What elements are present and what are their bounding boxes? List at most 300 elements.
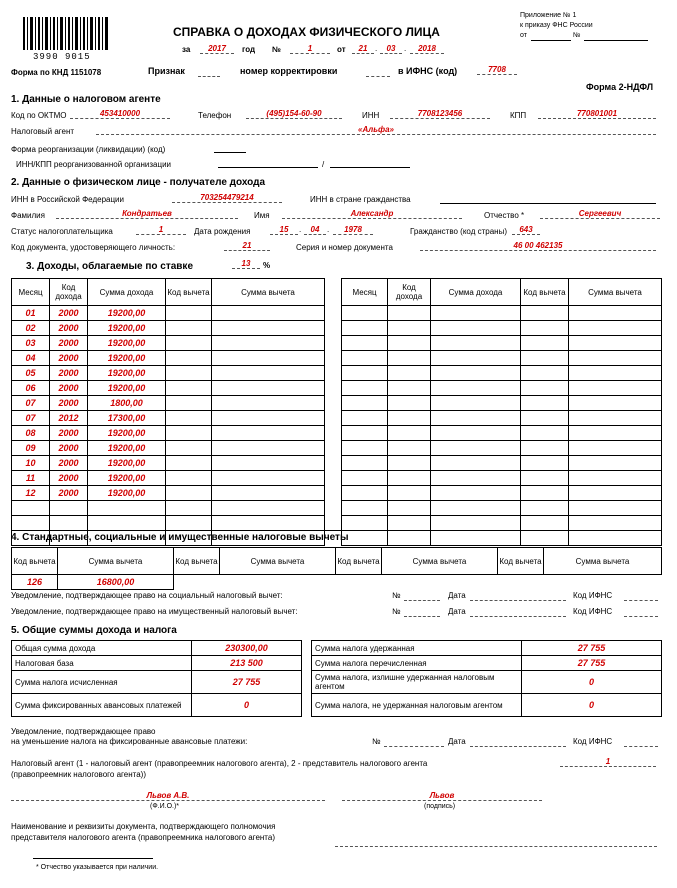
income-code-cell[interactable] (388, 306, 431, 321)
deduction-sum-cell[interactable] (569, 441, 662, 456)
deduction-sum-cell[interactable] (569, 516, 662, 531)
month-cell[interactable]: 01 (12, 306, 50, 321)
income-code-cell[interactable] (50, 501, 88, 516)
deductions-header-row (12, 548, 662, 575)
col-sum: Сумма вычета (544, 548, 662, 575)
deduction-code-cell[interactable] (166, 441, 212, 456)
deduction-sum-cell[interactable] (569, 426, 662, 441)
income-sum-cell[interactable] (88, 501, 166, 516)
income-sum-cell[interactable] (431, 441, 521, 456)
month-cell[interactable] (342, 366, 388, 381)
inn-foreign-field[interactable] (440, 203, 656, 204)
reorg-kpp-field[interactable] (330, 167, 410, 168)
month-cell[interactable] (342, 351, 388, 366)
income-code-cell[interactable]: 2000 (50, 351, 88, 366)
income-code-cell[interactable] (388, 486, 431, 501)
month-cell[interactable]: 03 (12, 336, 50, 351)
deduction-code-cell[interactable] (336, 575, 382, 590)
deduction-sum-cell[interactable] (569, 531, 662, 546)
deduction-code-cell[interactable] (521, 501, 569, 516)
doc-series-label: Серия и номер документа (296, 243, 393, 252)
income-sum-cell[interactable]: 1800,00 (88, 396, 166, 411)
income-code-cell[interactable] (388, 381, 431, 396)
month-cell[interactable] (342, 441, 388, 456)
month-field[interactable]: 03 (380, 44, 402, 54)
tax-withheld-value[interactable]: 27 755 (522, 641, 662, 656)
totals-right-table (311, 640, 662, 717)
month-cell[interactable] (342, 516, 388, 531)
over-withheld-value[interactable]: 0 (522, 671, 662, 694)
rate-field[interactable]: 13 (232, 259, 260, 269)
income-sum-cell[interactable] (88, 516, 166, 531)
priznak-label: Признак (148, 66, 185, 76)
table-row (342, 366, 662, 381)
notice-social-date-label: Дата (448, 591, 466, 600)
doc-code-field[interactable]: 21 (224, 241, 270, 251)
month-cell[interactable]: 10 (12, 456, 50, 471)
deduction-sum-cell[interactable] (212, 351, 325, 366)
income-sum-cell[interactable] (431, 411, 521, 426)
income-code-cell[interactable]: 2000 (50, 441, 88, 456)
deduction-sum-cell[interactable] (569, 351, 662, 366)
table-row (342, 381, 662, 396)
income-code-cell[interactable]: 2000 (50, 486, 88, 501)
income-sum-cell[interactable]: 17300,00 (88, 411, 166, 426)
income-code-cell[interactable] (388, 531, 431, 546)
tax-transferred-label: Сумма налога перечисленная (312, 656, 522, 671)
not-withheld-label: Сумма налога, не удержанная налоговым агентом (312, 694, 522, 717)
table-row (342, 396, 662, 411)
income-sum-cell[interactable] (431, 351, 521, 366)
month-cell[interactable]: 05 (12, 366, 50, 381)
table-row (12, 321, 325, 336)
deductions-table (11, 547, 662, 590)
table-row (12, 516, 325, 531)
income-sum-cell[interactable] (431, 486, 521, 501)
col-deduction-code: Код вычета (166, 279, 212, 306)
notice-property-date-field[interactable] (470, 608, 566, 617)
deduction-code-cell[interactable] (166, 501, 212, 516)
income-code-cell[interactable] (388, 441, 431, 456)
deduction-code-cell[interactable] (521, 516, 569, 531)
income-code-cell[interactable]: 2000 (50, 396, 88, 411)
status-label: Статус налогоплательщика (11, 227, 113, 236)
agent-field[interactable]: «Альфа» (96, 125, 656, 135)
month-cell[interactable] (12, 516, 50, 531)
income-sum-cell[interactable]: 19200,00 (88, 336, 166, 351)
income-sum-cell[interactable] (431, 336, 521, 351)
deduction-code-cell[interactable] (174, 575, 220, 590)
income-code-cell[interactable] (388, 351, 431, 366)
deduction-sum-cell[interactable] (212, 471, 325, 486)
deduction-sum-cell[interactable] (569, 306, 662, 321)
col-deduction-code: Код вычета (521, 279, 569, 306)
oktmo-label: Код по ОКТМО (11, 111, 67, 120)
percent-label: % (263, 261, 271, 270)
footnote: * Отчество указывается при наличии. (36, 864, 159, 871)
reorg-field[interactable] (214, 152, 246, 153)
income-table-left (11, 278, 325, 546)
page-title: СПРАВКА О ДОХОДАХ ФИЗИЧЕСКОГО ЛИЦА (173, 25, 440, 39)
month-cell[interactable] (342, 471, 388, 486)
income-code-cell[interactable] (388, 411, 431, 426)
month-cell[interactable]: 04 (12, 351, 50, 366)
deduction-code-cell[interactable] (166, 456, 212, 471)
table-row (12, 456, 325, 471)
deduction-code-cell[interactable] (498, 575, 544, 590)
month-cell[interactable] (342, 426, 388, 441)
signature-field[interactable]: Львов (342, 791, 542, 801)
deduction-code-cell[interactable] (521, 471, 569, 486)
deduction-sum-cell[interactable] (212, 441, 325, 456)
knd: Форма по КНД 1151078 (11, 68, 102, 77)
notice-property-ifns-field[interactable] (624, 608, 658, 617)
over-withheld-label: Сумма налога, излишне удержанная налоговым агентом (312, 671, 522, 694)
deduction-code-cell[interactable] (166, 306, 212, 321)
deduction-code-cell[interactable] (166, 426, 212, 441)
col-income-sum: Сумма дохода (88, 279, 166, 306)
deduction-code-cell[interactable] (166, 366, 212, 381)
income-code-cell[interactable]: 2000 (50, 306, 88, 321)
month-cell[interactable]: 09 (12, 441, 50, 456)
income-code-cell[interactable] (388, 471, 431, 486)
inn-rf-field[interactable]: 703254479214 (172, 193, 282, 203)
number-field[interactable]: 1 (290, 44, 330, 54)
dob-day-field[interactable]: 15 (270, 225, 298, 235)
notice-adv-date-label: Дата (448, 737, 466, 746)
agent-inn-field[interactable]: 7708123456 (390, 109, 490, 119)
doc-series-field[interactable]: 46 00 462135 (420, 241, 656, 251)
table-row (12, 336, 325, 351)
deduction-code-cell[interactable] (166, 336, 212, 351)
deduction-sum-cell[interactable] (569, 411, 662, 426)
deduction-code-cell[interactable] (521, 306, 569, 321)
deduction-sum-cell[interactable] (212, 336, 325, 351)
table-row (342, 426, 662, 441)
deduction-sum-cell[interactable] (212, 516, 325, 531)
surname-label: Фамилия (11, 211, 45, 220)
tax-calc-value[interactable]: 27 755 (192, 671, 302, 694)
income-sum-cell[interactable] (431, 366, 521, 381)
reorg-slash: / (322, 160, 325, 169)
month-cell[interactable]: 07 (12, 396, 50, 411)
deduction-sum-cell[interactable] (544, 575, 662, 590)
korr-label: номер корректировки (240, 66, 338, 76)
month-cell[interactable]: 02 (12, 321, 50, 336)
table-row (12, 306, 325, 321)
appendix-ot: от (520, 32, 527, 39)
income-table-right (341, 278, 662, 546)
deduction-code-cell[interactable] (166, 351, 212, 366)
deduction-code-cell[interactable] (166, 381, 212, 396)
income-sum-cell[interactable] (431, 531, 521, 546)
citizenship-label: Гражданство (код страны) (410, 227, 507, 236)
doc-field[interactable] (335, 840, 657, 847)
deduction-sum-cell[interactable] (569, 486, 662, 501)
deductions-row (12, 575, 662, 590)
deduction-sum-cell[interactable] (212, 396, 325, 411)
deduction-code-cell[interactable] (166, 471, 212, 486)
appendix-line1: Приложение № 1 (520, 12, 577, 19)
deduction-sum-cell[interactable] (212, 366, 325, 381)
tax-base-value[interactable]: 213 500 (192, 656, 302, 671)
notice-adv-line2: на уменьшение налога на фиксированные авансовые платежи: (11, 737, 248, 746)
income-sum-cell[interactable] (431, 516, 521, 531)
deduction-sum-cell[interactable] (212, 321, 325, 336)
month-cell[interactable] (342, 321, 388, 336)
status-field[interactable]: 1 (136, 225, 186, 235)
income-sum-cell[interactable] (431, 396, 521, 411)
notice-social-ifns-field[interactable] (624, 592, 658, 601)
month-cell[interactable]: 12 (12, 486, 50, 501)
col-sum: Сумма вычета (220, 548, 336, 575)
section5-title: 5. Общие суммы дохода и налога (11, 625, 177, 636)
notice-adv-ifns-field[interactable] (624, 738, 658, 747)
income-sum-cell[interactable]: 19200,00 (88, 456, 166, 471)
deduction-sum-cell[interactable] (212, 306, 325, 321)
income-code-cell[interactable]: 2000 (50, 426, 88, 441)
income-code-cell[interactable]: 2000 (50, 366, 88, 381)
col-code: Код вычета (498, 548, 544, 575)
table-row (342, 411, 662, 426)
section1-title: 1. Данные о налоговом агенте (11, 94, 161, 105)
deduction-sum-cell[interactable] (212, 381, 325, 396)
income-sum-cell[interactable]: 19200,00 (88, 306, 166, 321)
income-code-cell[interactable] (388, 396, 431, 411)
month-cell[interactable] (12, 501, 50, 516)
income-code-cell[interactable]: 2000 (50, 471, 88, 486)
deduction-code-cell[interactable] (521, 321, 569, 336)
income-sum-cell[interactable]: 19200,00 (88, 381, 166, 396)
notice-social-date-field[interactable] (470, 592, 566, 601)
ifns-label: в ИФНС (код) (398, 66, 458, 76)
income-code-cell[interactable] (388, 426, 431, 441)
deduction-sum-cell[interactable] (569, 396, 662, 411)
dob-year-field[interactable]: 1978 (333, 225, 373, 235)
phone-label: Телефон (198, 111, 232, 120)
deduction-sum-cell[interactable] (220, 575, 336, 590)
fio-field[interactable]: Львов А.В. (11, 791, 325, 801)
table-row (12, 411, 325, 426)
month-cell[interactable] (342, 456, 388, 471)
deduction-code-cell[interactable] (166, 411, 212, 426)
notice-social-ifns-label: Код ИФНС (573, 591, 613, 600)
ifns-field[interactable]: 7708 (477, 65, 517, 75)
deduction-sum-cell[interactable] (212, 486, 325, 501)
col-sum: Сумма вычета (382, 548, 498, 575)
month-cell[interactable] (342, 411, 388, 426)
deduction-code-cell[interactable] (521, 411, 569, 426)
deduction-sum-cell[interactable] (569, 471, 662, 486)
income-code-cell[interactable]: 2000 (50, 381, 88, 396)
income-sum-cell[interactable] (431, 321, 521, 336)
notice-property-ifns-label: Код ИФНС (573, 607, 613, 616)
table-row (12, 366, 325, 381)
section4-title: 4. Стандартные, социальные и имущественные налоговые вычеты (11, 532, 349, 543)
col-month: Месяц (12, 279, 50, 306)
month-cell[interactable]: 07 (12, 411, 50, 426)
name-label: Имя (254, 211, 270, 220)
month-cell[interactable] (342, 336, 388, 351)
deduction-code-cell[interactable] (166, 321, 212, 336)
priznak-field[interactable] (198, 66, 220, 77)
deduction-code-cell[interactable] (521, 351, 569, 366)
appendix-no-line (584, 40, 648, 41)
date-year-field[interactable]: 2018 (410, 44, 444, 54)
income-code-cell[interactable] (50, 516, 88, 531)
deduction-sum-cell[interactable] (569, 321, 662, 336)
income-code-cell[interactable]: 2000 (50, 321, 88, 336)
deduction-sum-cell[interactable] (569, 456, 662, 471)
income-code-cell[interactable]: 2000 (50, 336, 88, 351)
notice-social-no-field[interactable] (404, 592, 440, 601)
appendix-date-line (531, 40, 571, 41)
not-withheld-value[interactable]: 0 (522, 694, 662, 717)
korr-field[interactable] (366, 66, 390, 77)
month-cell[interactable] (342, 501, 388, 516)
income-sum-cell[interactable] (431, 426, 521, 441)
tax-withheld-label: Сумма налога удержанная (312, 641, 522, 656)
month-cell[interactable] (342, 486, 388, 501)
month-cell[interactable]: 08 (12, 426, 50, 441)
table-row (12, 381, 325, 396)
doc-line1: Наименование и реквизиты документа, подтверждающего полномочия (11, 822, 276, 831)
dob-month-field[interactable]: 04 (304, 225, 326, 235)
deduction-sum-cell[interactable] (382, 575, 498, 590)
income-sum-cell[interactable] (431, 381, 521, 396)
deduction-code-cell[interactable] (521, 486, 569, 501)
appendix-line2: к приказу ФНС России (520, 22, 593, 29)
form-name: Форма 2-НДФЛ (586, 82, 654, 92)
month-cell[interactable] (342, 381, 388, 396)
appendix-no: № (573, 32, 581, 39)
year-field[interactable]: 2017 (200, 44, 234, 54)
deduction-code-cell[interactable] (521, 366, 569, 381)
deduction-code-cell[interactable] (166, 486, 212, 501)
income-code-cell[interactable] (388, 366, 431, 381)
deduction-code-cell[interactable] (521, 426, 569, 441)
month-cell[interactable] (342, 396, 388, 411)
deduction-sum-cell[interactable] (569, 366, 662, 381)
table-row (342, 441, 662, 456)
deduction-code-cell[interactable] (521, 531, 569, 546)
income-sum-cell[interactable] (431, 501, 521, 516)
income-sum-cell[interactable] (431, 471, 521, 486)
deduction-sum-cell[interactable] (212, 456, 325, 471)
oktmo-field[interactable]: 453410000 (70, 109, 170, 119)
notice-social-label: Уведомление, подтверждающее право на социальный налоговый вычет: (11, 591, 283, 600)
fio-label: (Ф.И.О.)* (150, 803, 180, 810)
table-row (12, 396, 325, 411)
income-code-cell[interactable]: 2012 (50, 411, 88, 426)
deduction-sum-cell[interactable] (569, 381, 662, 396)
income-sum-cell[interactable]: 19200,00 (88, 351, 166, 366)
total-income-label: Общая сумма дохода (12, 641, 192, 656)
notice-social-no-label: № (392, 591, 401, 600)
citizenship-field[interactable]: 643 (512, 225, 540, 235)
deduction-code-cell[interactable] (521, 381, 569, 396)
deduction-sum-cell[interactable] (569, 336, 662, 351)
number-label: № (272, 45, 281, 54)
inn-foreign-label: ИНН в стране гражданства (310, 195, 411, 204)
income-code-cell[interactable] (388, 456, 431, 471)
notice-adv-date-field[interactable] (470, 738, 566, 747)
deduction-code-cell[interactable] (521, 441, 569, 456)
income-sum-cell[interactable] (431, 306, 521, 321)
deduction-code-cell[interactable] (521, 456, 569, 471)
patronymic-field[interactable]: Сергеевич (540, 209, 660, 219)
month-cell[interactable]: 06 (12, 381, 50, 396)
deduction-sum-cell[interactable] (569, 501, 662, 516)
income-sum-cell[interactable]: 19200,00 (88, 426, 166, 441)
col-income-sum: Сумма дохода (431, 279, 521, 306)
deduction-code-cell[interactable] (521, 336, 569, 351)
col-deduction-sum: Сумма вычета (212, 279, 325, 306)
col-sum: Сумма вычета (58, 548, 174, 575)
agent-type-field[interactable]: 1 (560, 757, 656, 767)
fixed-adv-value[interactable]: 0 (192, 694, 302, 717)
name-field[interactable]: Александр (282, 209, 462, 219)
income-code-cell[interactable]: 2000 (50, 456, 88, 471)
income-code-cell[interactable] (388, 336, 431, 351)
footnote-rule (33, 858, 153, 859)
table-row (342, 471, 662, 486)
deduction-code-cell[interactable]: 126 (12, 575, 58, 590)
income-code-cell[interactable] (388, 501, 431, 516)
income-sum-cell[interactable]: 19200,00 (88, 471, 166, 486)
month-cell[interactable]: 11 (12, 471, 50, 486)
income-code-cell[interactable] (388, 516, 431, 531)
day-field[interactable]: 21 (352, 44, 374, 54)
fixed-adv-label: Сумма фиксированных авансовых платежей (12, 694, 192, 717)
table-row (12, 426, 325, 441)
income-sum-cell[interactable]: 19200,00 (88, 486, 166, 501)
deduction-code-cell[interactable] (521, 396, 569, 411)
table-row (342, 501, 662, 516)
deduction-code-cell[interactable] (166, 396, 212, 411)
kpp-field[interactable]: 770801001 (538, 109, 656, 119)
deduction-sum-cell[interactable] (212, 501, 325, 516)
totals-left-table (11, 640, 302, 717)
deduction-code-cell[interactable] (166, 516, 212, 531)
income-sum-cell[interactable] (431, 456, 521, 471)
table-row (342, 516, 662, 531)
tax-transferred-value[interactable]: 27 755 (522, 656, 662, 671)
income-header-row (12, 279, 325, 306)
reorg-inn-field[interactable] (218, 167, 318, 168)
income-sum-cell[interactable]: 19200,00 (88, 321, 166, 336)
deduction-sum-cell[interactable]: 16800,00 (58, 575, 174, 590)
section3-title: 3. Доходы, облагаемые по ставке (26, 261, 194, 272)
month-cell[interactable] (342, 306, 388, 321)
income-sum-cell[interactable]: 19200,00 (88, 441, 166, 456)
notice-adv-no-field[interactable] (384, 738, 444, 747)
col-income-code: Код дохода (388, 279, 431, 306)
surname-field[interactable]: Кондратьев (56, 209, 238, 219)
patronymic-label: Отчество * (484, 211, 525, 220)
barcode (23, 17, 109, 50)
deduction-sum-cell[interactable] (212, 411, 325, 426)
tax-base-label: Налоговая база (12, 656, 192, 671)
phone-field[interactable]: (495)154-60-90 (246, 109, 342, 119)
deduction-sum-cell[interactable] (212, 426, 325, 441)
notice-adv-ifns-label: Код ИФНС (573, 737, 613, 746)
total-income-value[interactable]: 230300,00 (192, 641, 302, 656)
income-sum-cell[interactable]: 19200,00 (88, 366, 166, 381)
income-code-cell[interactable] (388, 321, 431, 336)
notice-property-no-field[interactable] (404, 608, 440, 617)
table-row (342, 321, 662, 336)
